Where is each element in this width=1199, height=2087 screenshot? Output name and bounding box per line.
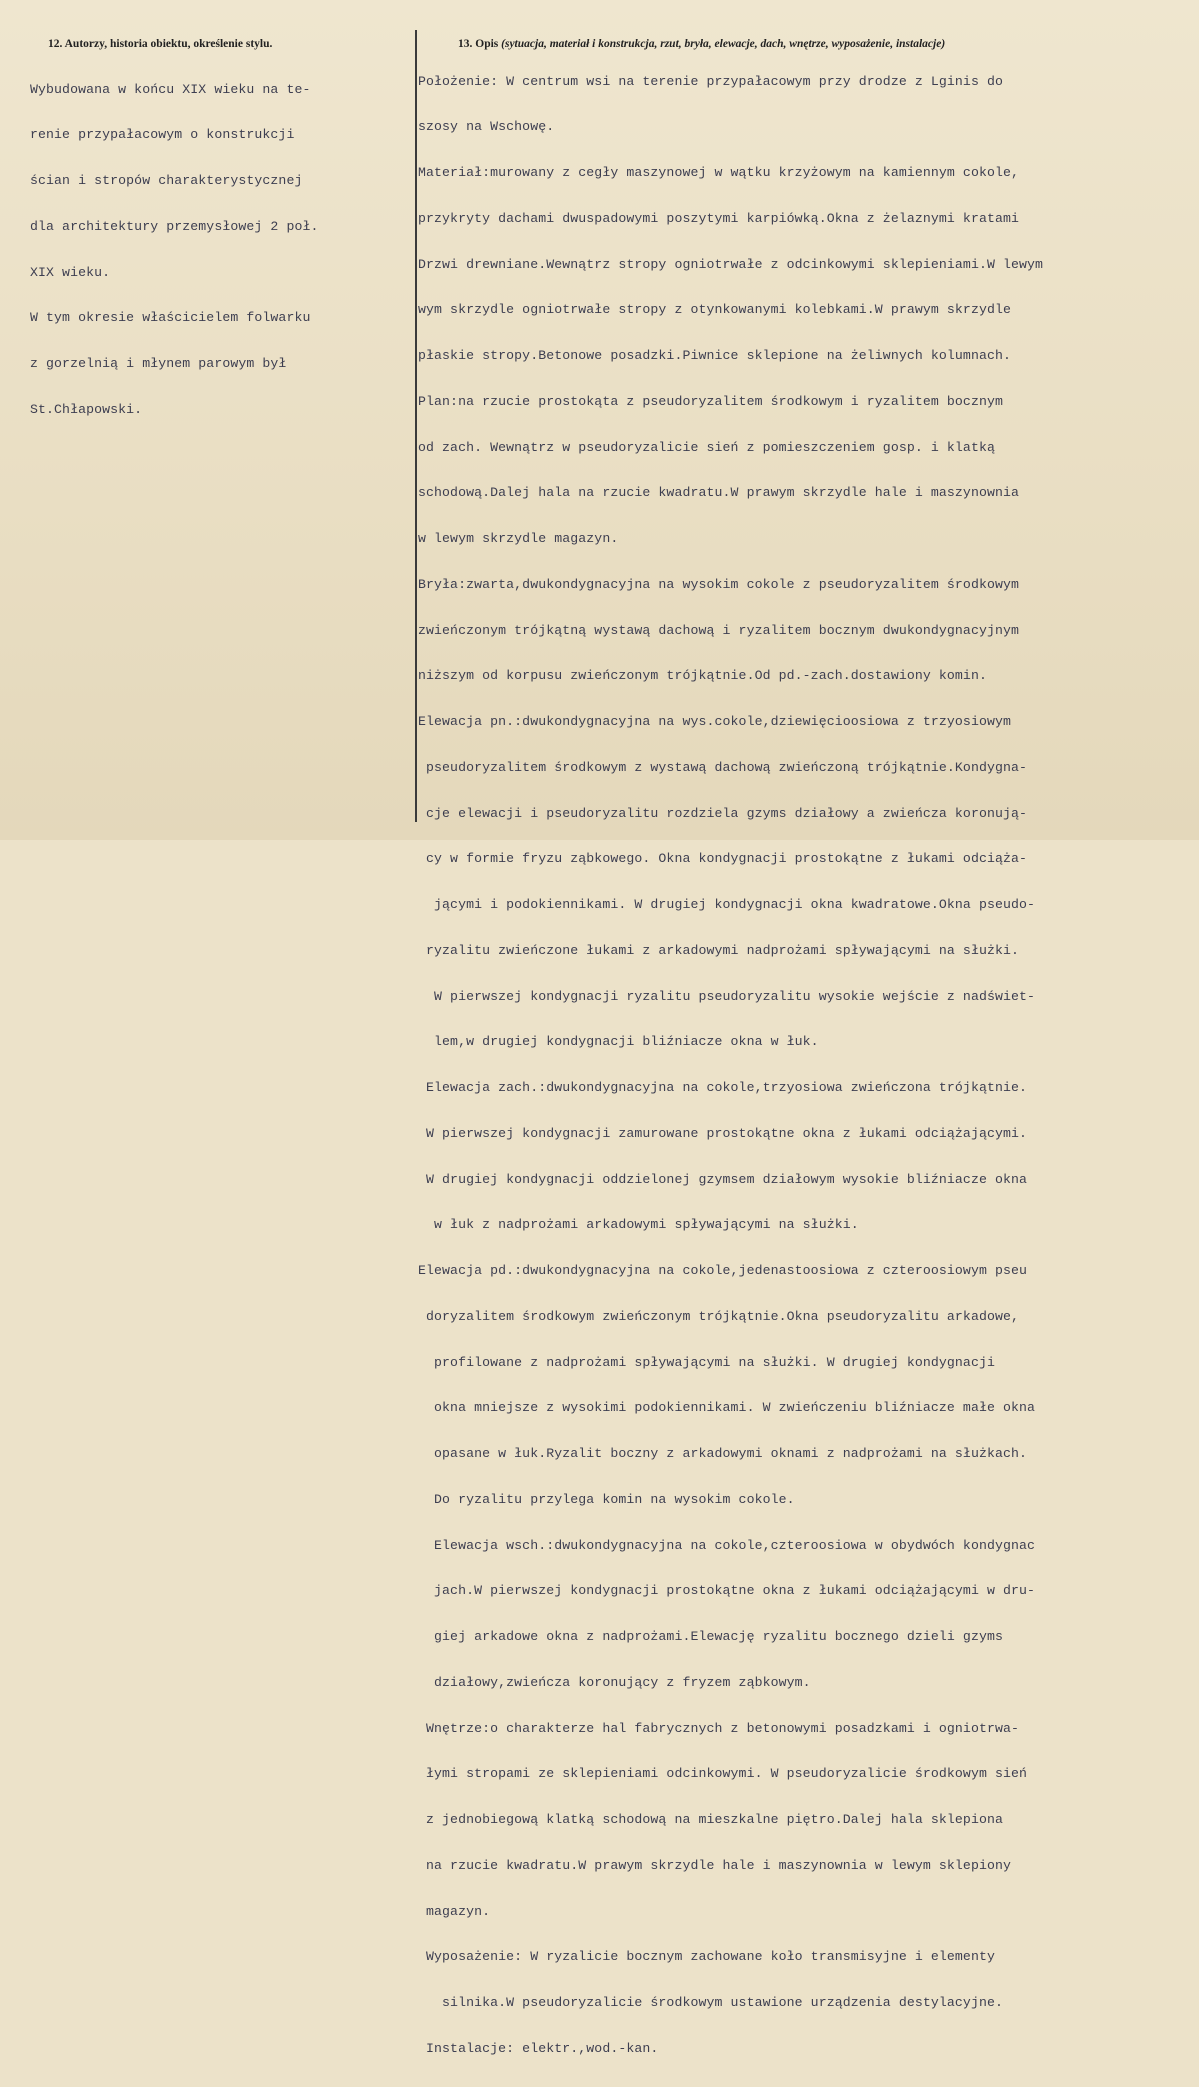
- section-12-title: Autorzy, historia obiektu, określenie stylu.: [64, 38, 273, 50]
- text-line: niższym od korpusu zwieńczonym trójkątnie.Od pd.-zach.dostawiony komin.: [418, 668, 987, 684]
- text-line: Do ryzalitu przylega komin na wysokim cokole.: [418, 1491, 795, 1507]
- text-line: Elewacja pd.:dwukondygnacyjna na cokole,jedenastoosiowa z czteroosiowym pseu: [418, 1263, 1028, 1278]
- text-line: St.Chłapowski.: [30, 401, 143, 417]
- text-line: działowy,zwieńcza koronujący z fryzem ząbkowym.: [418, 1674, 811, 1690]
- text-line: W pierwszej kondygnacji zamurowane prostokątne okna z łukami odciążającymi.: [418, 1125, 1028, 1141]
- text-line: łymi stropami ze sklepieniami odcinkowymi. W pseudoryzalicie środkowym sień: [418, 1766, 1028, 1782]
- text-line: silnika.W pseudoryzalicie środkowym ustawione urządzenia destylacyjne.: [418, 1995, 1004, 2010]
- section-12-text: [30, 51, 410, 448]
- text-line: w lewym skrzydle magazyn.: [418, 531, 619, 546]
- section-12-heading: [30, 38, 410, 50]
- section-13-subtitle: (sytuacja, materiał i konstrukcja, rzut, bryła, elewacje, dach, wnętrze, wyposażenie, instalacje): [501, 38, 946, 50]
- text-line: Elewacja pn.:dwukondygnacyjna na wys.cokole,dziewięcioosiowa z trzyosiowym: [418, 714, 1012, 729]
- section-13-number: 13.: [458, 38, 473, 50]
- text-line: Wnętrze:o charakterze hal fabrycznych z betonowymi posadzkami i ogniotrwa-: [418, 1720, 1020, 1736]
- text-line: giej arkadowe okna z nadprożami.Elewację ryzalitu bocznego dzieli gzyms: [418, 1629, 1004, 1644]
- text-line: W tym okresie właścicielem folwarku: [30, 310, 311, 326]
- text-line: pseudoryzalitem środkowym z wystawą dachową zwieńczoną trójkątnie.Kondygna-: [418, 759, 1028, 775]
- text-line: ryzalitu zwieńczone łukami z arkadowymi nadprożami spływającymi na służki.: [418, 942, 1020, 958]
- text-line: Instalacje: elektr.,wod.-kan.: [418, 2040, 659, 2056]
- text-line: magazyn.: [418, 1903, 491, 1919]
- text-line: schodową.Dalej hala na rzucie kwadratu.W prawym skrzydle hale i maszynownia: [418, 485, 1020, 501]
- text-line: wym skrzydle ogniotrwałe stropy z otynkowanymi kolebkami.W prawym skrzydle: [418, 302, 1012, 318]
- text-line: Elewacja zach.:dwukondygnacyjna na cokole,trzyosiowa zwieńczona trójkątnie.: [418, 1080, 1028, 1095]
- text-line: doryzalitem środkowym zwieńczonym trójkątnie.Okna pseudoryzalitu arkadowe,: [418, 1308, 1020, 1324]
- section-12-number: 12.: [48, 38, 63, 50]
- text-line: jach.W pierwszej kondygnacji prostokątne okna z łukami odciążającymi w dru-: [418, 1583, 1036, 1599]
- section-13-text: [418, 43, 1193, 2087]
- text-line: XIX wieku.: [30, 264, 111, 280]
- text-line: Drzwi drewniane.Wewnątrz stropy ogniotrwałe z odcinkowymi sklepieniami.W lewym: [418, 256, 1044, 272]
- text-line: Bryła:zwarta,dwukondygnacyjna na wysokim cokole z pseudoryzalitem środkowym: [418, 576, 1020, 592]
- text-line: płaskie stropy.Betonowe posadzki.Piwnice sklepione na żeliwnych kolumnach.: [418, 348, 1012, 363]
- text-line: Materiał:murowany z cegły maszynowej w wątku krzyżowym na kamiennym cokole,: [418, 165, 1020, 180]
- text-line: cje elewacji i pseudoryzalitu rozdziela gzyms działowy a zwieńcza koronują-: [418, 805, 1028, 821]
- text-line: cy w formie fryzu ząbkowego. Okna kondygnacji prostokątne z łukami odciąża-: [418, 851, 1028, 867]
- text-line: Położenie: W centrum wsi na terenie przypałacowym przy drodze z Lginis do: [418, 73, 1004, 89]
- section-authors-history: [30, 38, 410, 448]
- text-line: zwieńczonym trójkątną wystawą dachową i ryzalitem bocznym dwukondygnacyjnym: [418, 622, 1020, 638]
- text-line: profilowane z nadprożami spływającymi na służki. W drugiej kondygnacji: [418, 1354, 995, 1370]
- text-line: z jednobiegową klatką schodową na mieszkalne piętro.Dalej hala sklepiona: [418, 1812, 1004, 1827]
- text-line: opasane w łuk.Ryzalit boczny z arkadowymi oknami z nadprożami na służkach.: [418, 1446, 1028, 1461]
- text-line: okna mniejsze z wysokimi podokiennikami. W zwieńczeniu bliźniacze małe okna: [418, 1400, 1036, 1416]
- text-line: W pierwszej kondygnacji ryzalitu pseudoryzalitu wysokie wejście z nadświet-: [418, 988, 1036, 1004]
- column-divider: [415, 30, 417, 822]
- text-line: Elewacja wsch.:dwukondygnacyjna na cokole,czteroosiowa w obydwóch kondygnac: [418, 1537, 1036, 1553]
- text-line: przykryty dachami dwuspadowymi poszytymi karpiówką.Okna z żelaznymi kratami: [418, 210, 1020, 226]
- section-description: [418, 38, 1193, 2087]
- text-line: Wyposażenie: W ryzalicie bocznym zachowane koło transmisyjne i elementy: [418, 1949, 995, 1965]
- text-line: od zach. Wewnątrz w pseudoryzalicie sień z pomieszczeniem gosp. i klatką: [418, 439, 995, 455]
- text-line: w łuk z nadprożami arkadowymi spływającymi na służki.: [418, 1217, 859, 1233]
- section-13-title: Opis: [475, 38, 499, 50]
- text-line: na rzucie kwadratu.W prawym skrzydle hale i maszynownia w lewym sklepiony: [418, 1857, 1012, 1873]
- text-line: renie przypałacowym o konstrukcji: [30, 127, 295, 143]
- text-line: z gorzelnią i młynem parowym był: [30, 356, 287, 371]
- text-line: Plan:na rzucie prostokąta z pseudoryzalitem środkowym i ryzalitem bocznym: [418, 393, 1004, 409]
- text-line: ścian i stropów charakterystycznej: [30, 173, 303, 188]
- text-line: W drugiej kondygnacji oddzielonej gzymsem działowym wysokie bliźniacze okna: [418, 1171, 1028, 1187]
- text-line: lem,w drugiej kondygnacji bliźniacze okna w łuk.: [418, 1034, 819, 1050]
- text-line: Wybudowana w końcu XIX wieku na te-: [30, 81, 311, 97]
- text-line: szosy na Wschowę.: [418, 119, 555, 135]
- text-line: jącymi i podokiennikami. W drugiej kondygnacji okna kwadratowe.Okna pseudo-: [418, 897, 1036, 912]
- text-line: dla architektury przemysłowej 2 poł.: [30, 218, 319, 234]
